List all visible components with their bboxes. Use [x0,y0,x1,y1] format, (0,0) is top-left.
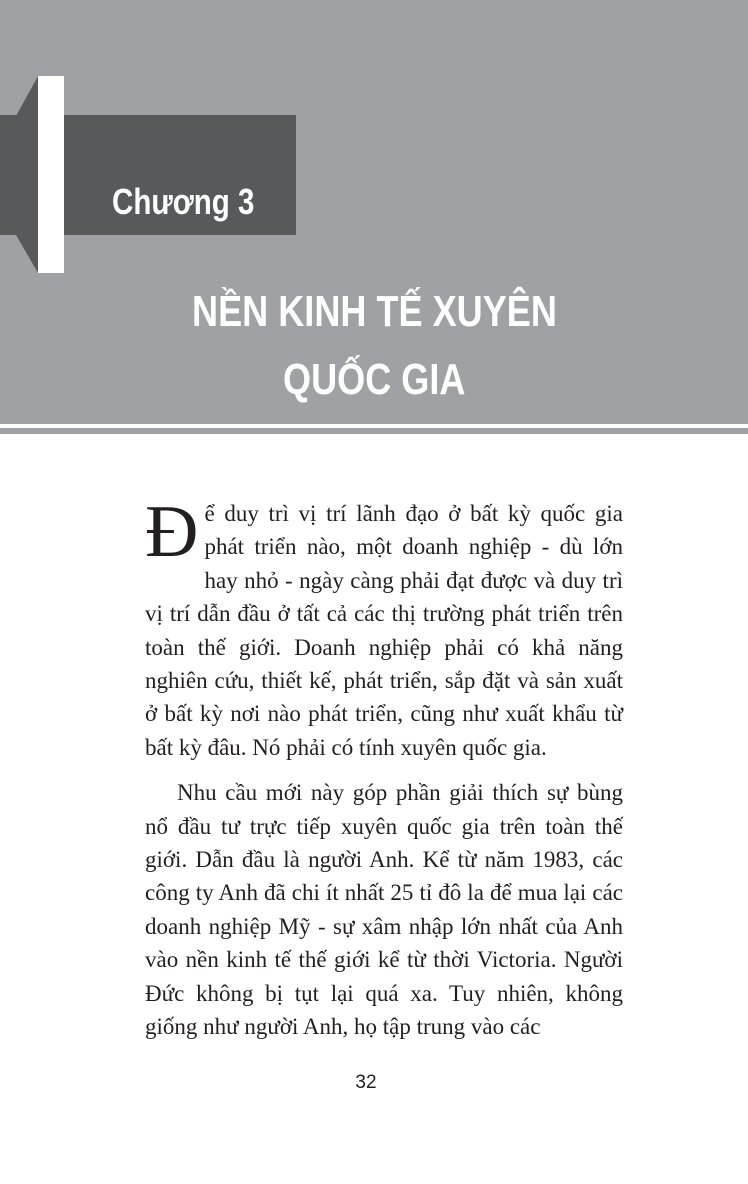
header-underline [0,428,748,434]
chapter-title [0,278,748,414]
ribbon-top-fold [16,76,38,116]
drop-cap: Đ [145,491,199,573]
page-number: 32 [355,1072,377,1093]
ribbon-bottom-fold [16,235,38,273]
paragraph-2: Nhu cầu mới này góp phần giải thích sự bùng nổ đầu tư trực tiếp xuyên quốc gia trên toàn thế giới. Dẫn đầu là người Anh. Kể từ năm 1983, các công ty Anh đã chi ít nhất 25 tỉ đô la để mua lại các doanh nghiệp Mỹ - sự xâm nhập lớn nhất của Anh vào nền kinh tế thế giới kể từ thời Victoria. Người Đức không bị tụt lại quá xa. Tuy nhiên, không giống như người Anh, họ tập trung vào các [145,780,623,1040]
ribbon-accent-bar [38,76,64,273]
body-text [145,491,623,1044]
chapter-title-line-2: QUỐC GIA [282,355,466,404]
paragraph-1-text: ể duy trì vị trí lãnh đạo ở bất kỳ quốc gia phát triển nào, một doanh nghiệp - dù lớn hay nhỏ - ngày càng phải đạt được và duy trì vị trí dẫn đầu ở tất cả các thị trường phát triển trên toàn thế giới. Doanh nghiệp phải có khả năng nghiên cứu, thiết kế, phát triển, sắp đặt và sản xuất ở bất kỳ nơi nào phát triển, cũng như xuất khẩu từ bất kỳ đâu. Nó phải có tính xuyên quốc gia. [145,501,623,760]
chapter-title-line-1: NỀN KINH TẾ XUYÊN [191,287,557,336]
chapter-label: Chương 3 [112,181,255,222]
paragraph-1 [145,491,623,764]
